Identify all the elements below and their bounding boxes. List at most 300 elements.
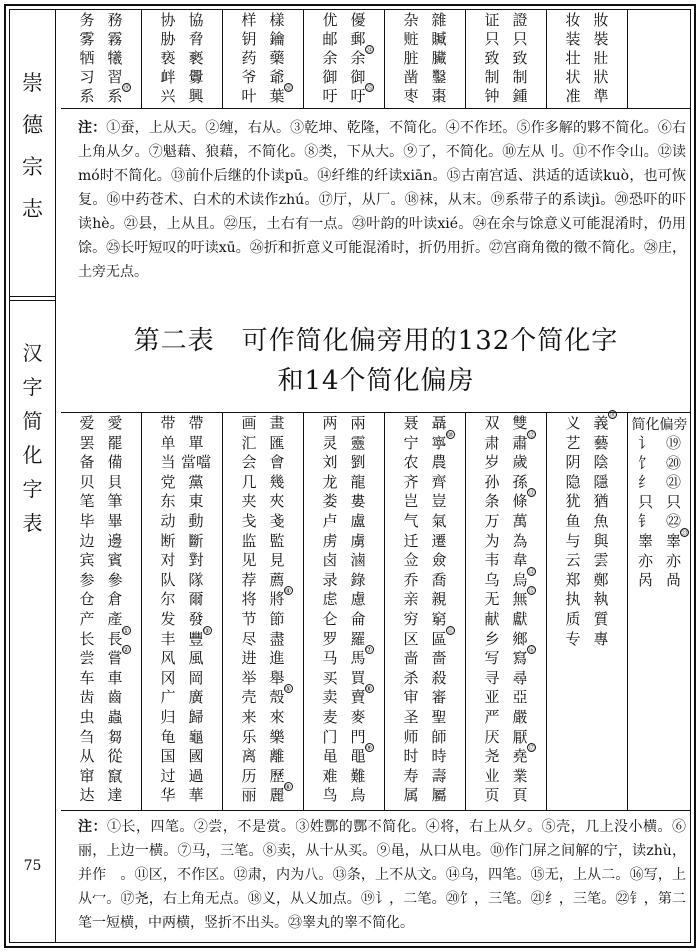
char-cell: 釁 xyxy=(188,68,204,86)
char-cell: 与 xyxy=(565,531,581,550)
char-cell: 兴 xyxy=(160,87,176,105)
char-cell: 乌 xyxy=(484,570,500,589)
char-cell: 宁 xyxy=(403,433,419,452)
char-cell: 壽 xyxy=(431,766,447,785)
char-cell: 準 xyxy=(593,87,609,105)
char-cell: 仑 xyxy=(322,609,338,628)
char-cell: 協 xyxy=(188,11,204,29)
char-cell: 與 xyxy=(593,531,609,550)
char-cell: 參 xyxy=(107,570,123,589)
char-cell: 肅 ⑫ xyxy=(512,430,535,452)
char-cell: 鑰 xyxy=(269,30,285,48)
char-cell: 乐 xyxy=(241,727,257,746)
char-cell: 韋 xyxy=(512,551,528,570)
char-cell: 门 xyxy=(322,727,338,746)
char-cell: 带 xyxy=(160,414,176,432)
char-cell: 見 xyxy=(269,551,285,570)
char-cell: 為 xyxy=(512,531,528,550)
char-cell: 亦 xyxy=(637,551,653,570)
char-cell: 参 xyxy=(79,570,95,589)
char-cell: 聶 xyxy=(431,414,447,432)
char-cell: 样 xyxy=(241,11,257,29)
char-cell: 御 xyxy=(350,68,366,86)
side-bottom-char: 字 xyxy=(22,477,43,501)
char-cell: 黾 xyxy=(322,747,338,766)
char-cell: 筆 xyxy=(107,492,123,511)
char-cell: 亚 xyxy=(484,688,500,707)
char-cell: 圣 xyxy=(403,707,419,726)
column-header: 简化偏旁 xyxy=(631,417,688,433)
char-cell: 劉 xyxy=(350,453,366,472)
char-cell: 審 xyxy=(431,688,447,707)
char-cell: 棗 xyxy=(431,87,447,105)
char-cell: 纟 xyxy=(637,473,653,492)
char-cell: 笔 xyxy=(79,492,95,511)
note-marker: ⑱ xyxy=(608,411,616,419)
char-cell: 卤 xyxy=(322,551,338,570)
char-cell: 历 xyxy=(241,766,257,785)
char-cell: 钅 xyxy=(637,512,653,531)
char-cell: 專 xyxy=(593,629,609,648)
table-column xyxy=(628,9,691,108)
char-cell: 质 xyxy=(565,609,581,628)
char-cell: 芻 xyxy=(107,727,123,746)
char-cell: 赃 xyxy=(403,30,419,48)
side-bottom-char: 字 xyxy=(22,375,43,399)
char-cell: 车 xyxy=(79,668,95,687)
note-marker: ㉓ xyxy=(681,528,688,537)
char-cell: 进 xyxy=(241,649,257,668)
char-cell: 進 xyxy=(269,649,285,668)
char-cell: 尋 xyxy=(512,668,528,687)
notes-text: ①蚕，上从天。②缠，右从。③乾坤、乾隆，不简化。④不作坯。⑤作多解的夥不简化。⑥右上角从夕。⑦魁藉、狼藉，不简化。⑧类，下从大。⑨了，不简化。⑩左从刂。⑪不作令山。⑫读mó时不简化。⑬前仆后继的仆读pū。⑭纤维的纤读xiān。⑮古南宫适、洪适的适读kuò，也可恢复。⑯中药苍术、白术的术读作zhú。⑰厅，从厂。⑱袜，从末。⑲系带子的系读jì。⑳恐吓的吓读hè。㉑县，上从且。㉒压，土右有一点。㉓叶韵的叶读xié。㉔在余与馀意义可能混淆时，仍用馀。㉕长吁短叹的吁读xū。㉖折和折意义可能混淆时，折仍用折。㉗宫商角徵的徵不简化。㉘庄，土旁无点。 xyxy=(78,120,687,280)
char-cell: 從 xyxy=(107,747,123,766)
char-cell: 制 xyxy=(512,68,528,86)
page-number: 75 xyxy=(23,858,42,874)
char-cell: 雙 xyxy=(512,414,528,432)
side-bottom-char: 化 xyxy=(22,443,43,467)
char-cell: 区 xyxy=(403,629,419,648)
char-cell: 举 xyxy=(241,668,257,687)
table-1 xyxy=(61,9,691,108)
char-cell: 脏 xyxy=(403,49,419,67)
char-cell: 万 xyxy=(484,511,500,530)
divider xyxy=(61,108,691,109)
char-cell: 葉 ㉘ xyxy=(269,84,292,105)
char-cell: 霧 xyxy=(107,30,123,48)
char-cell: 親 xyxy=(431,590,447,609)
char-cell: 羅 xyxy=(350,629,366,648)
table-title-line-1: 第二表 可作简化偏旁用的132个简化字 xyxy=(133,326,619,356)
char-cell: 灵 xyxy=(322,433,338,452)
char-cell: 爷 xyxy=(241,68,257,86)
char-cell: 兩 xyxy=(350,414,366,432)
char-cell: 农 xyxy=(403,453,419,472)
char-cell: 余 ㉔ xyxy=(350,46,373,67)
note-marker: ㉘ xyxy=(284,84,292,92)
note-marker: ⑨ xyxy=(365,744,373,753)
char-cell: 鸟 xyxy=(322,786,338,805)
char-cell: 錄 xyxy=(350,570,366,589)
char-cell: 殼 ⑤ xyxy=(269,685,292,707)
char-cell: 虏 xyxy=(322,531,338,550)
char-cell: 爺 xyxy=(269,68,285,86)
char-cell: 睾 xyxy=(637,531,653,550)
char-cell: 匯 xyxy=(269,433,285,452)
char-cell: 國 xyxy=(188,747,204,766)
char-cell: 乡 xyxy=(484,629,500,648)
char-cell: 證 xyxy=(512,11,528,29)
char-cell: 卖 xyxy=(322,688,338,707)
char-cell: 买 xyxy=(322,668,338,687)
char-cell: 樣 xyxy=(269,11,285,29)
char-cell: 興 xyxy=(188,87,204,105)
char-cell: 只 xyxy=(665,492,681,511)
char-cell: 邊 xyxy=(107,531,123,550)
char-cell: 殺 xyxy=(431,668,447,687)
char-cell: 師 xyxy=(431,727,447,746)
char-cell: 冈 xyxy=(160,668,176,687)
char-cell: 雜 xyxy=(431,11,447,29)
char-cell: 归 xyxy=(160,707,176,726)
char-cell: 遷 xyxy=(431,531,447,550)
char-cell: 会 xyxy=(241,453,257,472)
char-cell: 頁 xyxy=(512,786,528,805)
char-cell: 鍾 xyxy=(512,87,528,105)
char-cell: 严 xyxy=(484,707,500,726)
note-marker: ④ xyxy=(284,587,292,596)
char-cell: 嚴 xyxy=(512,707,528,726)
char-cell: 將 ④ xyxy=(269,587,292,609)
char-cell: 风 xyxy=(160,649,176,668)
char-cell: 區 ⑪ xyxy=(431,626,454,648)
char-cell: 龙 xyxy=(322,472,338,491)
char-cell: 妆 xyxy=(565,11,581,29)
note-marker: ② xyxy=(122,646,130,655)
char-cell: 豐 ③ xyxy=(188,626,211,648)
char-cell: 質 xyxy=(593,609,609,628)
side-top-char: 德 xyxy=(22,113,43,137)
char-cell: 雾 xyxy=(79,30,95,48)
char-cell: 時 xyxy=(431,747,447,766)
char-cell: 馬 ⑦ xyxy=(350,646,373,668)
char-cell: 仓 xyxy=(79,590,95,609)
char-cell: 嘗 ② xyxy=(107,646,130,668)
note-marker: ㉔ xyxy=(365,46,373,54)
char-cell: 堯 ⑰ xyxy=(512,744,535,766)
char-cell: 穷 xyxy=(403,609,419,628)
char-cell: 壳 xyxy=(241,688,257,707)
char-cell: 录 xyxy=(322,570,338,589)
char-cell: 孙 xyxy=(484,472,500,491)
char-cell: 献 xyxy=(484,609,500,628)
notes-label: 注： xyxy=(78,819,107,835)
char-cell: 条 xyxy=(484,492,500,511)
char-cell: 夹 xyxy=(241,492,257,511)
char-cell: 麦 xyxy=(322,707,338,726)
char-cell: 讠 xyxy=(637,434,653,452)
char-cell: 爾 xyxy=(188,590,204,609)
char-cell: 豈 xyxy=(431,492,447,511)
char-cell: 乔 xyxy=(403,570,419,589)
note-marker: ⑲ xyxy=(122,84,130,92)
note-marker: ⑫ xyxy=(527,430,535,439)
char-cell: 钟 xyxy=(484,87,500,105)
char-cell: 戔 xyxy=(269,511,285,530)
char-cell: 状 xyxy=(565,68,581,86)
char-cell: 两 xyxy=(322,414,338,432)
char-cell: 舉 xyxy=(269,668,285,687)
char-cell: 御 xyxy=(322,68,338,86)
char-cell: 車 xyxy=(107,668,123,687)
side-top-char: 崇 xyxy=(22,71,43,95)
char-cell: 对 xyxy=(160,551,176,570)
table-column xyxy=(466,412,547,810)
char-cell: 证 xyxy=(484,11,500,29)
char-cell: 厌 xyxy=(484,727,500,746)
char-cell: 双 xyxy=(484,414,500,432)
char-cell: 广 xyxy=(160,688,176,707)
char-cell: 畢 xyxy=(107,511,123,530)
char-cell: 凿 xyxy=(403,68,419,86)
char-cell: 务 xyxy=(79,11,95,29)
char-cell: 尔 xyxy=(160,590,176,609)
char-cell: 壯 xyxy=(593,49,609,67)
char-cell: 牺 xyxy=(79,49,95,67)
char-cell: 备 xyxy=(79,453,95,472)
char-cell: 娄 xyxy=(322,492,338,511)
char-cell: 边 xyxy=(79,531,95,550)
table-column xyxy=(628,412,691,810)
char-cell: 監 xyxy=(269,531,285,550)
char-cell: 魚 xyxy=(593,511,609,530)
char-cell: 气 xyxy=(403,511,419,530)
table-column xyxy=(547,9,628,108)
char-cell: 滷 xyxy=(350,551,366,570)
char-cell: 虜 xyxy=(350,531,366,550)
char-cell: 窮 xyxy=(431,609,447,628)
table-column xyxy=(385,9,466,108)
side-top-char: 志 xyxy=(22,197,43,221)
char-cell: 亲 xyxy=(403,590,419,609)
char-cell: 装 xyxy=(565,30,581,48)
char-cell: 华 xyxy=(160,786,176,805)
divider xyxy=(61,810,691,811)
note-marker: ⑩ xyxy=(446,430,454,439)
char-cell: 只 xyxy=(637,492,653,511)
char-cell: 靈 xyxy=(350,433,366,452)
char-cell: 东 xyxy=(160,492,176,511)
char-cell: 嗇 xyxy=(431,649,447,668)
char-cell: 業 xyxy=(512,766,528,785)
char-cell: 罷 xyxy=(107,433,123,452)
char-cell: 樂 xyxy=(269,727,285,746)
char-cell: 齊 xyxy=(431,472,447,491)
char-cell: 衅 xyxy=(160,68,176,86)
char-cell: 尽 xyxy=(241,629,257,648)
char-cell: 隱 xyxy=(593,472,609,491)
char-cell: 饣 xyxy=(637,453,653,472)
table-column xyxy=(142,412,223,810)
char-cell: 师 xyxy=(403,727,419,746)
char-cell: 产 xyxy=(79,609,95,628)
char-cell: 節 xyxy=(269,609,285,628)
char-cell: 厭 xyxy=(512,727,528,746)
char-cell: 備 xyxy=(107,453,123,472)
char-cell: 聖 xyxy=(431,707,447,726)
char-cell: 岂 xyxy=(403,492,419,511)
char-cell: 臟 xyxy=(431,49,447,67)
char-cell: 将 xyxy=(241,590,257,609)
char-cell: 動 xyxy=(188,511,204,530)
char-cell: 齿 xyxy=(79,688,95,707)
char-cell: 風 xyxy=(188,649,204,668)
note-marker: ① xyxy=(122,626,130,635)
char-cell: 龍 xyxy=(350,472,366,491)
char-cell: 韦 xyxy=(484,551,500,570)
char-cell: 萬 xyxy=(512,511,528,530)
char-cell: 僉 xyxy=(431,551,447,570)
char-cell: 尧 xyxy=(484,747,500,766)
char-cell: 协 xyxy=(160,11,176,29)
char-cell: 虑 xyxy=(322,590,338,609)
note-marker: ⑥ xyxy=(284,783,292,792)
char-cell: 寻 xyxy=(484,668,500,687)
char-cell: 華 xyxy=(188,786,204,805)
char-cell: 党 xyxy=(160,472,176,491)
char-cell: 当 xyxy=(160,453,176,472)
char-cell: 吁 ㉕ xyxy=(350,84,373,105)
char-cell: 罗 xyxy=(322,629,338,648)
note-marker: ⑰ xyxy=(527,744,535,753)
char-cell: 迁 xyxy=(403,531,419,550)
char-cell: 杂 xyxy=(403,11,419,29)
char-cell: 阴 xyxy=(565,453,581,472)
table-column xyxy=(385,412,466,810)
char-cell: 国 xyxy=(160,747,176,766)
char-cell: 達 xyxy=(107,786,123,805)
char-cell: 专 xyxy=(565,629,581,648)
char-cell: 丰 xyxy=(160,629,176,648)
char-cell: 亵 xyxy=(160,49,176,67)
char-cell: 寫 ⑯ xyxy=(512,646,535,668)
char-cell: 马 xyxy=(322,649,338,668)
char-cell: 鄭 xyxy=(593,570,609,589)
note-marker: ㉕ xyxy=(365,84,373,92)
char-cell: 脅 xyxy=(188,30,204,48)
char-cell: 致 xyxy=(484,49,500,67)
char-cell: 岡 xyxy=(188,668,204,687)
table-title-line-2: 和14个简化偏房 xyxy=(277,366,475,396)
char-cell: 離 xyxy=(269,747,285,766)
char-cell: 條 ⑬ xyxy=(512,489,535,511)
char-cell: 猶 xyxy=(593,492,609,511)
char-cell: 时 xyxy=(403,747,419,766)
char-cell: 買 xyxy=(350,668,366,687)
char-cell: 寧 ⑩ xyxy=(431,430,454,452)
char-cell: 鳥 xyxy=(350,786,366,805)
char-cell: 褻 xyxy=(188,49,204,67)
char-cell: 戋 xyxy=(241,511,257,530)
char-cell: 呙 xyxy=(637,571,653,590)
char-cell: 龜 xyxy=(188,727,204,746)
char-cell: 刍 xyxy=(79,727,95,746)
char-cell: 亦 xyxy=(665,551,681,570)
char-cell: 杀 xyxy=(403,668,419,687)
char-cell: 艺 xyxy=(565,433,581,452)
char-cell: 貝 xyxy=(107,472,123,491)
char-cell: 聂 xyxy=(403,414,419,432)
char-cell: 無 ⑮ xyxy=(512,587,535,609)
note-marker: ⑯ xyxy=(527,646,535,655)
char-cell: 東 xyxy=(188,492,204,511)
side-bottom-char: 表 xyxy=(22,511,43,535)
notes-1 xyxy=(78,116,686,284)
char-cell: 邮 xyxy=(322,30,338,48)
char-cell: 幾 xyxy=(269,472,285,491)
notes-2 xyxy=(78,815,686,935)
char-cell: 賓 xyxy=(107,551,123,570)
char-cell: 业 xyxy=(484,766,500,785)
side-top-char: 宗 xyxy=(22,155,43,179)
char-cell: 睾 ㉓ xyxy=(665,528,688,550)
char-cell: 枣 xyxy=(403,87,419,105)
note-marker: ③ xyxy=(203,626,211,635)
char-cell: 倉 xyxy=(107,590,123,609)
char-cell: 吁 xyxy=(322,87,338,105)
char-cell: 虫 xyxy=(79,707,95,726)
char-cell: 婁 xyxy=(350,492,366,511)
char-cell: 雲 xyxy=(593,551,609,570)
char-cell: 喬 xyxy=(431,570,447,589)
char-cell: 系 xyxy=(79,87,95,105)
char-cell: 賣 ⑧ xyxy=(350,685,373,707)
char-cell: 薦 xyxy=(269,570,285,589)
char-cell: 钥 xyxy=(241,30,257,48)
char-cell: 斷 xyxy=(188,531,204,550)
char-cell: 汇 xyxy=(241,433,257,452)
table-column xyxy=(304,412,385,810)
char-cell: 优 xyxy=(322,11,338,29)
char-cell: 孫 xyxy=(512,472,528,491)
char-cell: 龟 xyxy=(160,727,176,746)
char-cell: 竄 xyxy=(107,766,123,785)
char-cell: 獻 xyxy=(512,609,528,628)
char-cell: 過 xyxy=(188,766,204,785)
char-cell: 麗 ⑥ xyxy=(269,783,292,805)
char-cell: 来 xyxy=(241,707,257,726)
char-cell: 藝 xyxy=(593,433,609,452)
char-cell: 門 xyxy=(350,727,366,746)
table-column xyxy=(142,9,223,108)
char-cell: 夾 xyxy=(269,492,285,511)
char-cell: 佥 xyxy=(403,551,419,570)
char-cell: 无 xyxy=(484,590,500,609)
char-cell: 務 xyxy=(107,11,123,29)
char-cell: 队 xyxy=(160,570,176,589)
char-cell: 难 xyxy=(322,766,338,785)
notes-text: ①长，四笔。②尝，不是赏。③姓酆的酆不简化。④将，右上从夕。⑤壳，几上没小横。⑥丽，上边一横。⑦马，三笔。⑧卖，从十从买。⑨黾，从口从电。⑩作门屏之间解的宁，读zhù，并作 。⑪区，不作区。⑫肃，内为八。⑬条，上不从文。⑭乌，四笔。⑮无，上从二。⑯写，上从冖。⑰尧，右上角无点。⑱义，从乂加点。⑲讠，二笔。⑳饣，三笔。㉑纟，三笔。㉒钅，第二笔一短横，中两横，竖折不出头。㉓睾丸的睾不简化。 xyxy=(78,819,687,931)
notes-label: 注： xyxy=(78,120,107,136)
char-cell: 麥 xyxy=(350,707,366,726)
char-cell: 贓 xyxy=(431,30,447,48)
note-marker: ⑬ xyxy=(527,489,535,498)
char-cell: 动 xyxy=(160,511,176,530)
table-column xyxy=(61,412,142,810)
note-marker: ⑤ xyxy=(284,685,292,694)
table-column xyxy=(223,9,304,108)
char-cell: 鑿 xyxy=(431,68,447,86)
